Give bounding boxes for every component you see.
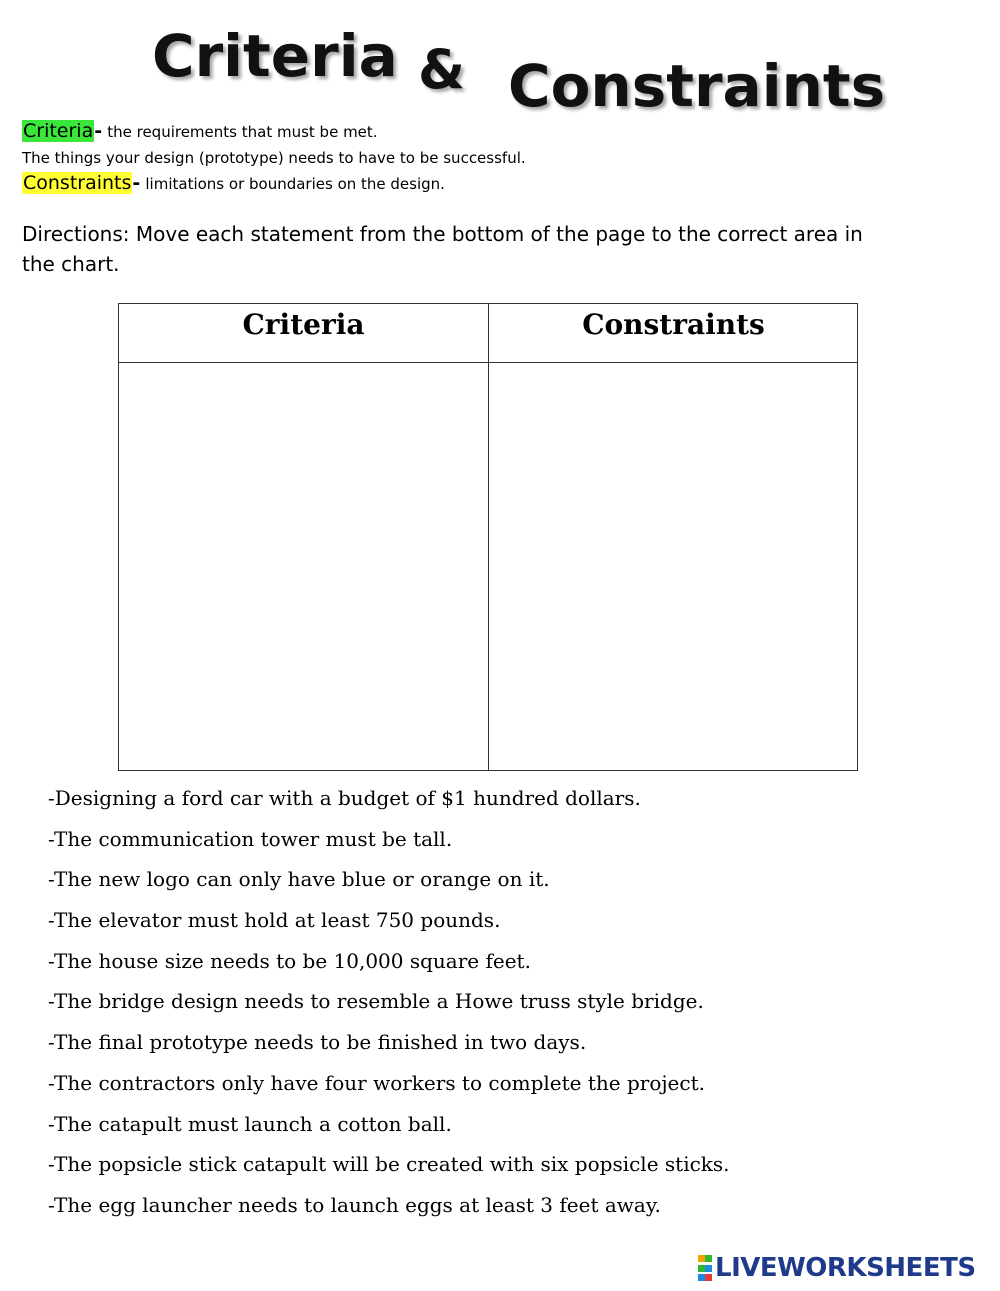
criteria-term: Criteria	[23, 120, 94, 142]
criteria-drop-zone[interactable]	[119, 363, 487, 770]
logo-mark-icon	[698, 1255, 712, 1281]
statement-item[interactable]: -The egg launcher needs to launch eggs at least 3 feet away.	[48, 1192, 661, 1217]
liveworksheets-logo	[698, 1253, 976, 1283]
title-ampersand: &	[418, 38, 466, 101]
statement-item[interactable]: -The contractors only have four workers to complete the project.	[48, 1070, 705, 1095]
logo-square-1	[698, 1255, 712, 1262]
title-constraints: Constraints	[508, 52, 886, 120]
constraints-definition	[22, 172, 445, 194]
constraints-dash: -	[132, 172, 141, 194]
criteria-column-header: Criteria	[242, 308, 365, 341]
statement-item[interactable]: -The bridge design needs to resemble a Howe truss style bridge.	[48, 989, 704, 1014]
statement-item[interactable]: -The communication tower must be tall.	[48, 826, 453, 851]
logo-text: LIVEWORKSHEETS	[715, 1253, 976, 1283]
directions-text: Directions: Move each statement from the bottom of the page to the correct area in the chart.	[22, 222, 863, 276]
constraints-term: Constraints	[23, 172, 132, 194]
title-criteria: Criteria	[152, 22, 398, 90]
criteria-definition-text: the requirements that must be met.	[107, 123, 378, 141]
sorting-chart	[118, 303, 858, 771]
criteria-definition-text-2: The things your design (prototype) needs to have to be successful.	[22, 149, 526, 167]
statement-item[interactable]: -The new logo can only have blue or orange on it.	[48, 867, 550, 892]
constraints-drop-zone[interactable]	[489, 363, 857, 770]
statement-item[interactable]: -The catapult must launch a cotton ball.	[48, 1111, 452, 1136]
statement-list	[48, 781, 730, 1229]
criteria-definition	[22, 120, 378, 142]
statement-item[interactable]: -The house size needs to be 10,000 square feet.	[48, 948, 531, 973]
logo-square-3	[698, 1274, 712, 1281]
statement-item[interactable]: -Designing a ford car with a budget of $1 hundred dollars.	[48, 786, 641, 810]
criteria-dash: -	[94, 120, 103, 142]
logo-square-2	[698, 1265, 712, 1272]
constraints-definition-text: limitations or boundaries on the design.	[145, 175, 445, 193]
statement-item[interactable]: -The final prototype needs to be finished in two days.	[48, 1030, 587, 1055]
statement-item[interactable]: -The elevator must hold at least 750 pounds.	[48, 908, 501, 933]
constraints-column-header: Constraints	[582, 308, 765, 341]
statement-item[interactable]: -The popsicle stick catapult will be created with six popsicle sticks.	[48, 1152, 730, 1177]
